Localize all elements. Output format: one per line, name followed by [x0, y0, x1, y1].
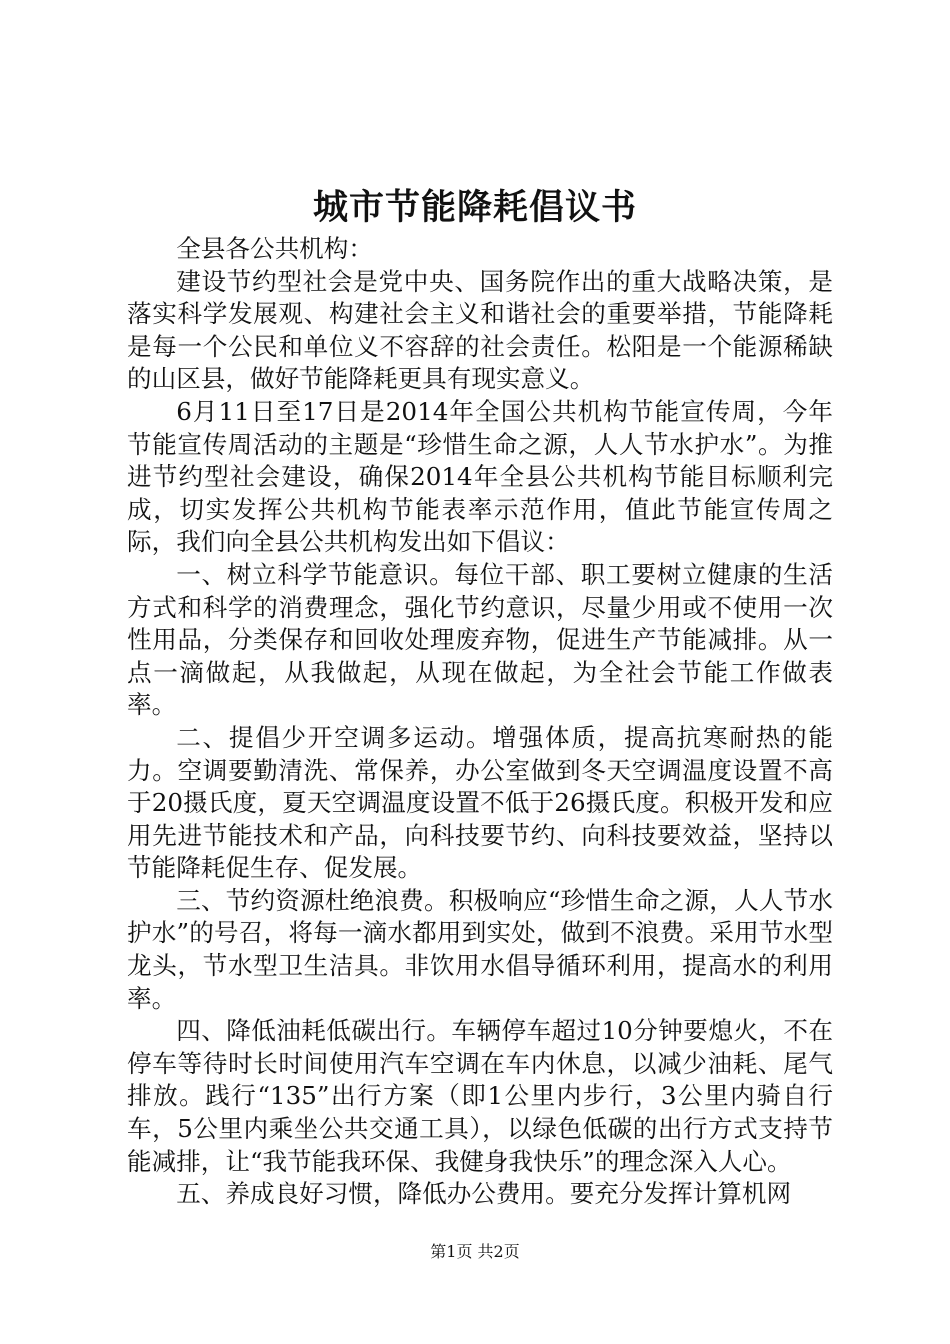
- paragraph-energy-week: 6月11日至17日是2014年全国公共机构节能宣传周，今年节能宣传周活动的主题是“珍惜生命之源，人人节水护水”。为推进节约型社会建设，确保2014年全县公共机构节能目标顺利完成，切实发挥公共机构节能表率示范作用，值此节能宣传周之际，我们向全县公共机构发出如下倡议：: [127, 396, 833, 557]
- paragraph-intro: 建设节约型社会是党中央、国务院作出的重大战略决策，是落实科学发展观、构建社会主义和谐社会的重要举措，节能降耗是每一个公民和单位义不容辞的社会责任。松阳是一个能源稀缺的山区县，做好节能降耗更具有现实意义。: [127, 266, 833, 394]
- salutation: 全县各公共机构：: [176, 234, 373, 263]
- paragraph-item-4: 四、降低油耗低碳出行。车辆停车超过10分钟要熄火，不在停车等待时长时间使用汽车空调在车内休息，以减少油耗、尾气排放。践行“135”出行方案（即1公里内步行，3公里内骑自行车，5公里内乘坐公共交通工具），以绿色低碳的出行方式支持节能减排，让“我节能我环保、我健身我快乐”的理念深入人心。: [127, 1016, 833, 1176]
- document-body: [127, 233, 833, 1211]
- paragraph-item-5: 五、养成良好习惯，降低办公费用。要充分发挥计算机网: [176, 1179, 792, 1209]
- paragraph-item-2: 二、提倡少开空调多运动。增强体质，提高抗寒耐热的能力。空调要勤清洗、常保养，办公室做到冬天空调温度设置不高于20摄氏度，夏天空调温度设置不低于26摄氏度。积极开发和应用先进节能技术和产品，向科技要节约、向科技要效益，坚持以节能降耗促生存、促发展。: [127, 722, 833, 883]
- document-title: 城市节能降耗倡议书: [312, 187, 637, 228]
- page-number: 第1页 共2页: [430, 1242, 520, 1261]
- paragraph-item-3: 三、节约资源杜绝浪费。积极响应“珍惜生命之源，人人节水护水”的号召，将每一滴水都用到实处，做到不浪费。采用节水型龙头，节水型卫生洁具。非饮用水倡导循环利用，提高水的利用率。: [127, 885, 833, 1013]
- paragraph-item-1: 一、树立科学节能意识。每位干部、职工要树立健康的生活方式和科学的消费理念，强化节约意识，尽量少用或不使用一次性用品，分类保存和回收处理废弃物，促进生产节能减排。从一点一滴做起，从我做起，从现在做起，为全社会节能工作做表率。: [127, 559, 833, 720]
